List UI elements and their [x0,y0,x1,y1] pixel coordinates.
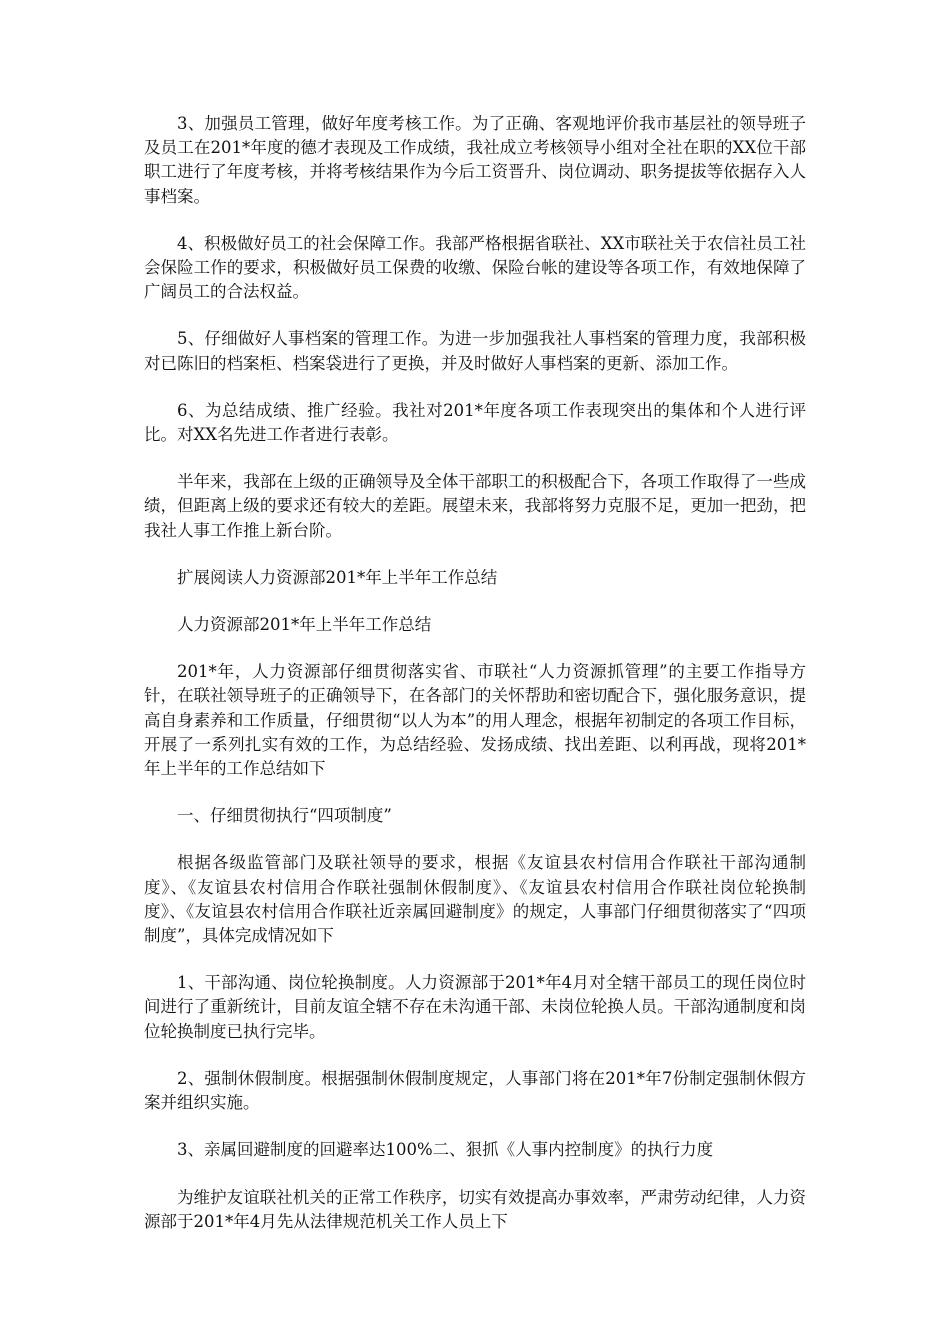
paragraph-extended-reading: 扩展阅读人力资源部201*年上半年工作总结 [177,567,498,587]
paragraph-mandatory-leave: 2、强制休假制度。根据强制休假制度规定，人事部门将在201*年7份制定强制休假方案并组织实施。 [144,1068,806,1113]
paragraph-relative-avoidance: 3、亲属回避制度的回避率达100%二、狠抓《人事内控制度》的执行力度 [177,1140,714,1160]
paragraph-introduction: 201*年，人力资源部仔细贯彻落实省、市联社“人力资源抓管理”的主要工作指导方针，在联社领导班子的正确领导下，在各部门的关怀帮助和密切配合下，强化服务意识，提高自身素养和工作质量，仔细贯彻“以人为本”的用人理念，根据年初制定的各项工作目标，开展了一系列扎实有效的工作，为总结经验、发扬成绩、找出差距、以利再战，现将201*年上半年的工作总结如下 [144,662,806,779]
paragraph-personnel-archives: 5、仔细做好人事档案的管理工作。为进一步加强我社人事档案的管理力度，我部积极对已陈旧的档案柜、档案袋进行了更换，并及时做好人事档案的更新、添加工作。 [144,329,806,373]
section-title: 人力资源部201*年上半年工作总结 [177,615,432,635]
document-body [144,112,806,1257]
paragraph-work-order: 为维护友谊联社机关的正常工作秩序，切实有效提高办事效率，严肃劳动纪律，人力资源部于201*年4月先从法律规范机关工作人员上下 [144,1187,806,1231]
paragraph-assessment: 3、加强员工管理，做好年度考核工作。为了正确、客观地评价我市基层社的领导班子及员工在201*年度的德才表现及工作成绩，我社成立考核领导小组对全社在职的XX位干部职工进行了年度考核，并将考核结果作为今后工资晋升、岗位调动、职务提拔等依据存入人事档案。 [144,114,806,206]
paragraph-job-rotation: 1、干部沟通、岗位轮换制度。人力资源部于201*年4月对全辖干部员工的现任岗位时间进行了重新统计，目前友谊全辖不存在未沟通干部、未岗位轮换人员。干部沟通制度和岗位轮换制度已执行完毕。 [144,973,806,1041]
paragraph-four-systems: 根据各级监管部门及联社领导的要求，根据《友谊县农村信用合作联社干部沟通制度》、《友谊县农村信用合作联社强制休假制度》、《友谊县农村信用合作联社岗位轮换制度》、《友谊县农村信用合作联社近亲属回避制度》的规定，人事部门仔细贯彻落实了“四项制度”，具体完成情况如下 [144,853,806,946]
heading-four-systems: 一、仔细贯彻执行“四项制度” [177,806,392,826]
paragraph-commendation: 6、为总结成绩、推广经验。我社对201*年度各项工作表现突出的集体和个人进行评比。对XX名先进工作者进行表彰。 [144,400,806,445]
paragraph-half-year-summary: 半年来，我部在上级的正确领导及全体干部职工的积极配合下，各项工作取得了一些成绩，但距离上级的要求还有较大的差距。展望未来，我部将努力克服不足，更加一把劲，把我社人事工作推上新台阶。 [144,472,806,540]
paragraph-social-security: 4、积极做好员工的社会保障工作。我部严格根据省联社、XX市联社关于农信社员工社会保险工作的要求，积极做好员工保费的收缴、保险台帐的建设等各项工作，有效地保障了广阔员工的合法权益。 [144,233,806,302]
